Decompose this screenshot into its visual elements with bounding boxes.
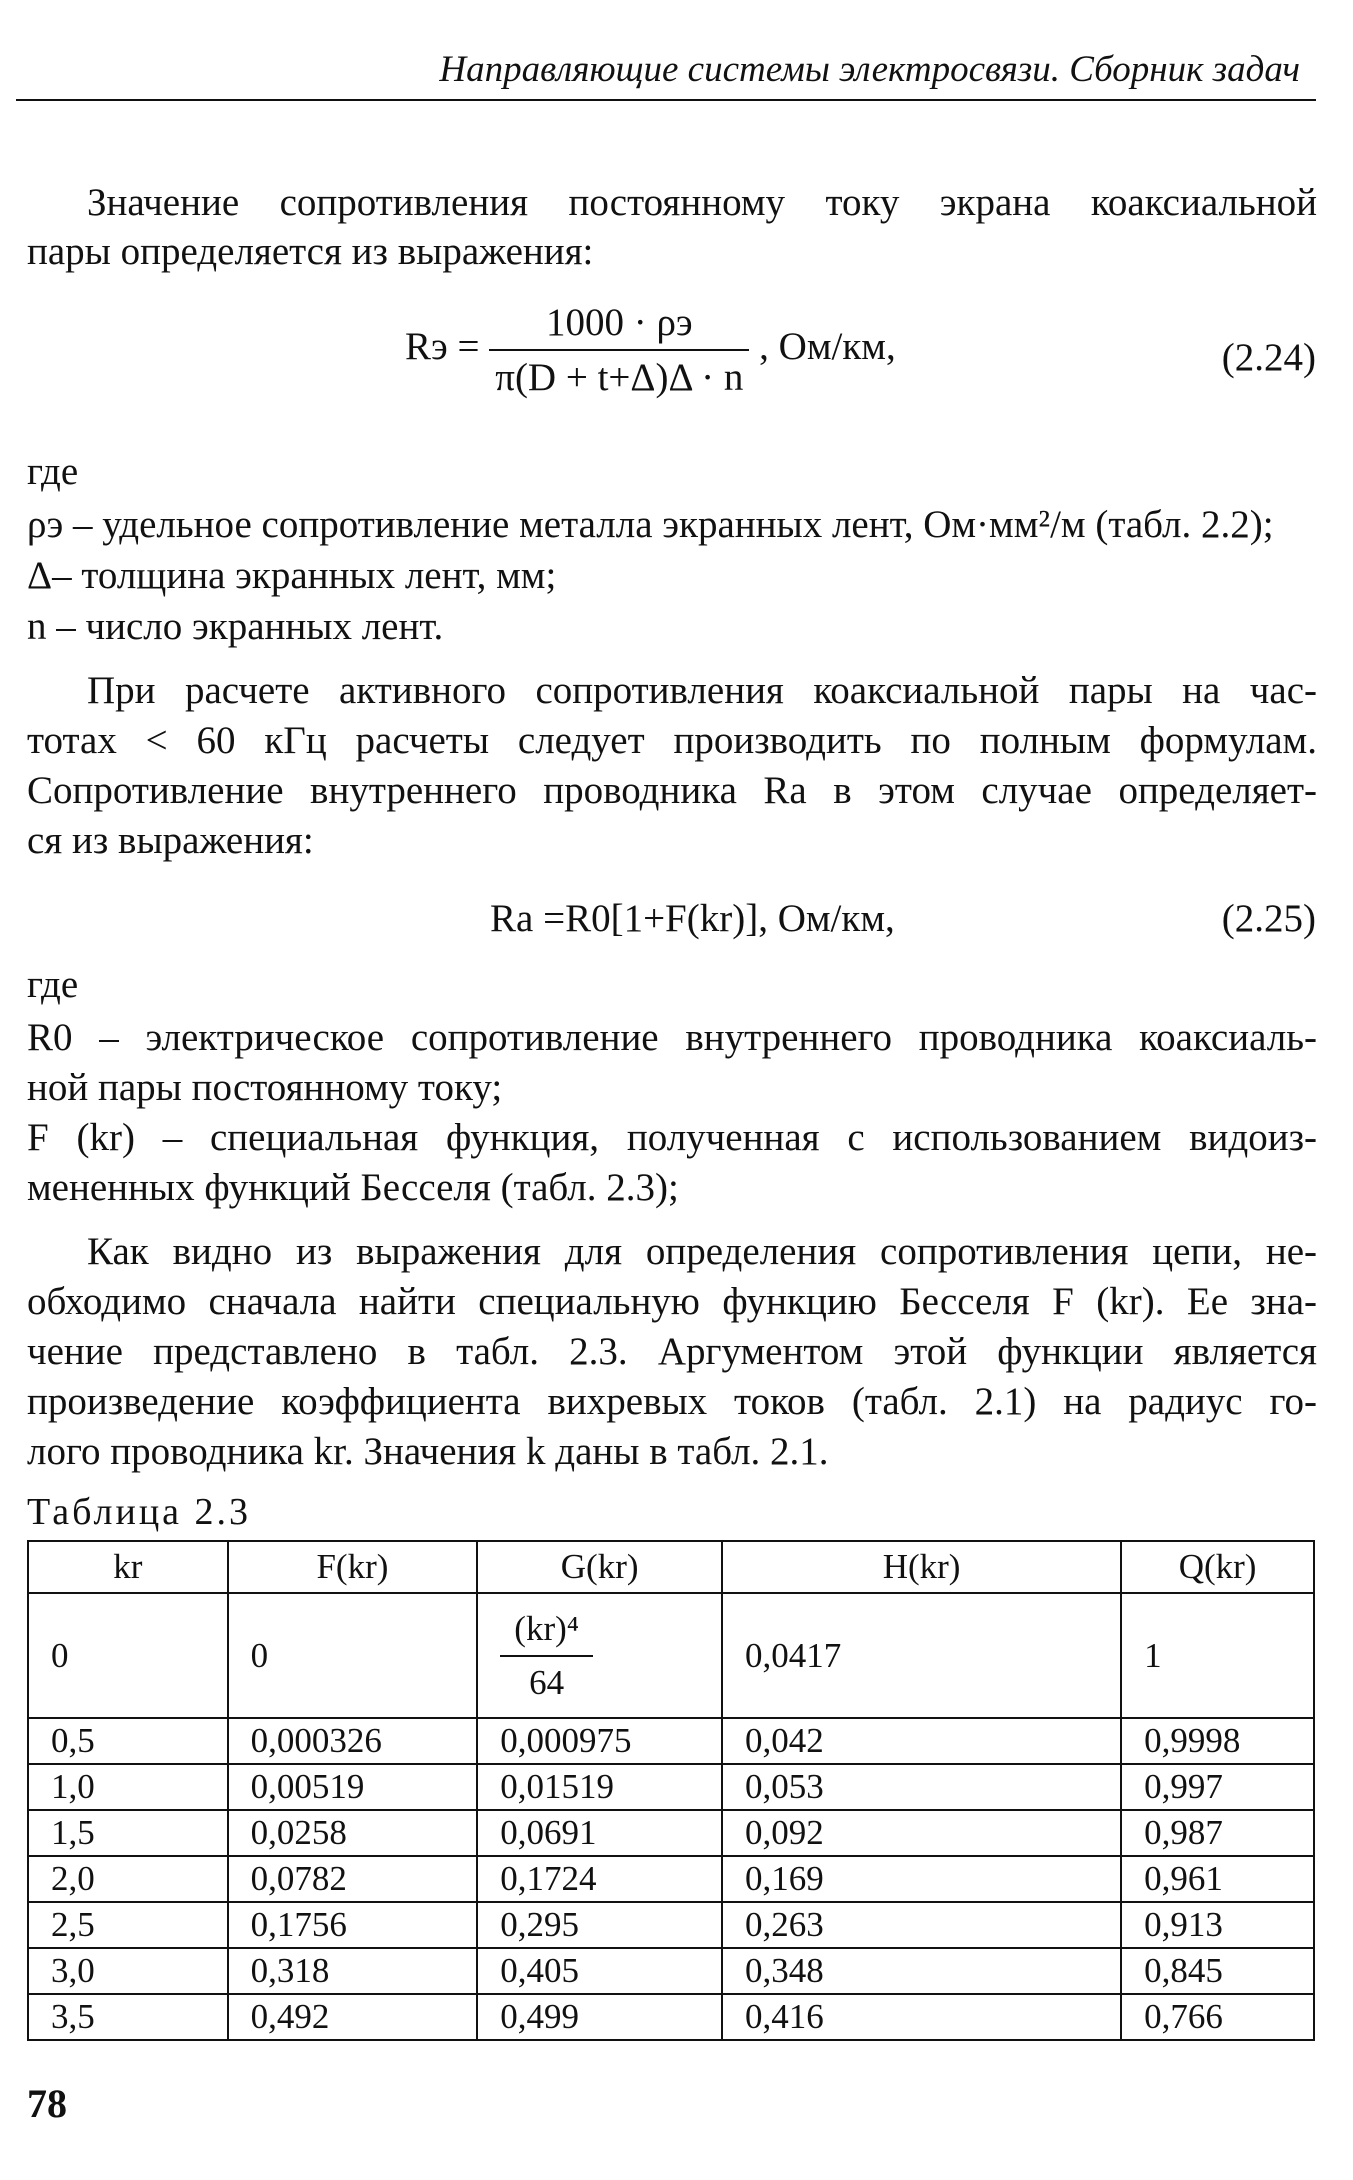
g-zero-fraction xyxy=(500,1607,593,1705)
para2-line-2: тотах < 60 кГц расчеты следует производить по полным формулам. xyxy=(27,719,1317,762)
para2-line-3: Сопротивление внутреннего проводника Rа в этом случае определяет- xyxy=(27,769,1317,812)
table-cell: 0,0691 xyxy=(477,1810,722,1856)
para3-line-1: Как видно из выражения для определения сопротивления цепи, не- xyxy=(87,1230,1317,1273)
g-zero-denominator: 64 xyxy=(529,1662,565,1702)
para2-line-1: При расчете активного сопротивления коаксиальной пары на час- xyxy=(87,669,1317,712)
table-row xyxy=(28,1764,1314,1810)
table-cell: 0,000975 xyxy=(477,1718,722,1764)
table-cell: 0,01519 xyxy=(477,1764,722,1810)
table-cell: 0,1756 xyxy=(228,1902,478,1948)
running-header xyxy=(16,48,1316,101)
table-cell: 0,000326 xyxy=(228,1718,478,1764)
definition-f-line-2: мененных функций Бесселя (табл. 2.3); xyxy=(27,1166,679,1209)
table-cell: 0,0782 xyxy=(228,1856,478,1902)
table-cell: 0,348 xyxy=(722,1948,1121,1994)
table-row xyxy=(28,1810,1314,1856)
table-cell: 0,5 xyxy=(28,1718,228,1764)
table-header-row xyxy=(28,1541,1314,1593)
table-cell: 0,9998 xyxy=(1121,1718,1314,1764)
table-cell: 0,987 xyxy=(1121,1810,1314,1856)
table-cell: 0,997 xyxy=(1121,1764,1314,1810)
bessel-function-table xyxy=(27,1540,1315,2041)
page-number: 78 xyxy=(27,2081,67,2126)
formula-2-24-numerator: 1000 · ρэ xyxy=(489,300,749,351)
table-row xyxy=(28,1902,1314,1948)
table-cell: 0,318 xyxy=(228,1948,478,1994)
table-cell: 0,766 xyxy=(1121,1994,1314,2040)
para2-line-4: ся из выражения: xyxy=(27,819,314,862)
table-cell xyxy=(477,1593,722,1718)
table-cell: 0,405 xyxy=(477,1948,722,1994)
table-cell: 3,5 xyxy=(28,1994,228,2040)
table-cell: 1 xyxy=(1121,1593,1314,1718)
table-cell: 0,169 xyxy=(722,1856,1121,1902)
equation-number-2-25: (2.25) xyxy=(1221,897,1316,940)
definition-delta: Δ– толщина экранных лент, мм; xyxy=(27,554,557,597)
para3-line-3: чение представлено в табл. 2.3. Аргументом этой функции является xyxy=(27,1330,1317,1373)
table-row xyxy=(28,1718,1314,1764)
table-cell: 0,00519 xyxy=(228,1764,478,1810)
column-header-f: F(kr) xyxy=(228,1541,478,1593)
running-title: Направляющие системы электросвязи. Сборник задач xyxy=(439,49,1300,90)
table-cell: 0,1724 xyxy=(477,1856,722,1902)
column-header-g: G(kr) xyxy=(477,1541,722,1593)
table-cell: 0,913 xyxy=(1121,1902,1314,1948)
table-row xyxy=(28,1593,1314,1718)
column-header-h: H(kr) xyxy=(722,1541,1121,1593)
definition-r0-line-1: R0 – электрическое сопротивление внутреннего проводника коаксиаль- xyxy=(27,1016,1317,1059)
table-cell: 0,0258 xyxy=(228,1810,478,1856)
table-cell: 3,0 xyxy=(28,1948,228,1994)
table-caption: Таблица 2.3 xyxy=(27,1491,252,1533)
table-cell: 0,961 xyxy=(1121,1856,1314,1902)
table-cell: 1,5 xyxy=(28,1810,228,1856)
formula-2-24-lhs: Rэ = xyxy=(405,324,480,368)
g-zero-numerator: (kr)⁴ xyxy=(500,1607,593,1657)
table-cell: 0,295 xyxy=(477,1902,722,1948)
definition-n: n – число экранных лент. xyxy=(27,605,444,648)
column-header-kr: kr xyxy=(28,1541,228,1593)
table-row xyxy=(28,1856,1314,1902)
para3-line-4: произведение коэффициента вихревых токов (табл. 2.1) на радиус го- xyxy=(27,1380,1317,1423)
intro-line-2: пары определяется из выражения: xyxy=(27,230,594,273)
formula-2-24-unit: , Ом/км, xyxy=(759,324,896,368)
table-cell: 0,092 xyxy=(722,1810,1121,1856)
table-cell: 1,0 xyxy=(28,1764,228,1810)
column-header-q: Q(kr) xyxy=(1121,1541,1314,1593)
table-cell: 0,845 xyxy=(1121,1948,1314,1994)
formula-2-24-denominator: π(D + t+Δ)Δ · n xyxy=(495,356,744,399)
table-cell: 0,053 xyxy=(722,1764,1121,1810)
definition-f-line-1: F (kr) – специальная функция, полученная с использованием видоиз- xyxy=(27,1116,1317,1159)
para3-line-5: лого проводника kr. Значения k даны в табл. 2.1. xyxy=(27,1430,829,1473)
table-cell: 2,0 xyxy=(28,1856,228,1902)
table-cell: 0,499 xyxy=(477,1994,722,2040)
table-cell: 0 xyxy=(228,1593,478,1718)
intro-line-1: Значение сопротивления постоянному току экрана коаксиальной xyxy=(87,181,1317,224)
table-cell: 0,492 xyxy=(228,1994,478,2040)
table-cell: 0,263 xyxy=(722,1902,1121,1948)
para3-line-2: обходимо сначала найти специальную функцию Бесселя F (kr). Ее зна- xyxy=(27,1280,1317,1323)
definition-r0-line-2: ной пары постоянному току; xyxy=(27,1066,503,1109)
table-cell: 0 xyxy=(28,1593,228,1718)
table-cell: 0,0417 xyxy=(722,1593,1121,1718)
formula-2-24-fraction xyxy=(489,300,749,400)
table-cell: 2,5 xyxy=(28,1902,228,1948)
table-cell: 0,416 xyxy=(722,1994,1121,2040)
table-row xyxy=(28,1948,1314,1994)
definition-rho: ρэ – удельное сопротивление металла экранных лент, Ом·мм²/м (табл. 2.2); xyxy=(27,503,1274,546)
table-row xyxy=(28,1994,1314,2040)
formula-2-25: Rа =R0[1+F(kr)], Ом/км, xyxy=(490,897,895,940)
formula-2-24 xyxy=(405,300,896,400)
where-label-2: где xyxy=(27,963,79,1006)
table-cell: 0,042 xyxy=(722,1718,1121,1764)
where-label-1: где xyxy=(27,450,79,493)
equation-number-2-24: (2.24) xyxy=(1221,336,1316,379)
